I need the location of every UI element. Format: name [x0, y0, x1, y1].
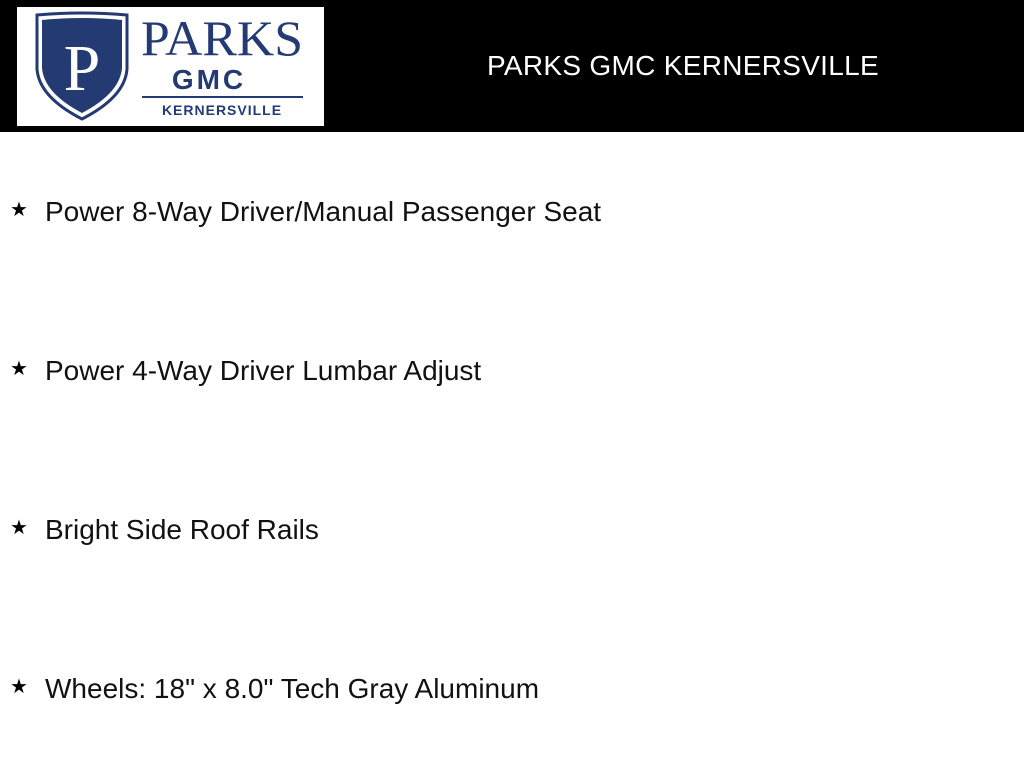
- feature-item: [10, 669, 539, 709]
- feature-text: Bright Side Roof Rails: [45, 514, 319, 545]
- logo-brand-gmc: GMC: [171, 64, 247, 95]
- star-icon: ★: [10, 198, 28, 221]
- feature-text: Power 4-Way Driver Lumbar Adjust: [45, 355, 482, 386]
- feature-list: [0, 132, 1024, 768]
- dealer-title: PARKS GMC KERNERSVILLE: [487, 50, 879, 81]
- logo-brand-parks: PARKS: [141, 10, 303, 66]
- star-icon: ★: [10, 516, 28, 539]
- feature-text: Wheels: 18" x 8.0" Tech Gray Aluminum: [45, 673, 540, 704]
- star-icon: ★: [10, 675, 28, 698]
- feature-item: [10, 351, 481, 391]
- shield-icon: [37, 13, 127, 119]
- shield-letter: P: [63, 32, 101, 105]
- logo-brand-kernersville: KERNERSVILLE: [161, 102, 283, 118]
- dealer-logo: [17, 7, 324, 126]
- feature-item: [10, 510, 319, 550]
- feature-item: [10, 192, 601, 232]
- star-icon: ★: [10, 357, 28, 380]
- header-bar: [0, 0, 1024, 132]
- feature-text: Power 8-Way Driver/Manual Passenger Seat: [45, 196, 602, 227]
